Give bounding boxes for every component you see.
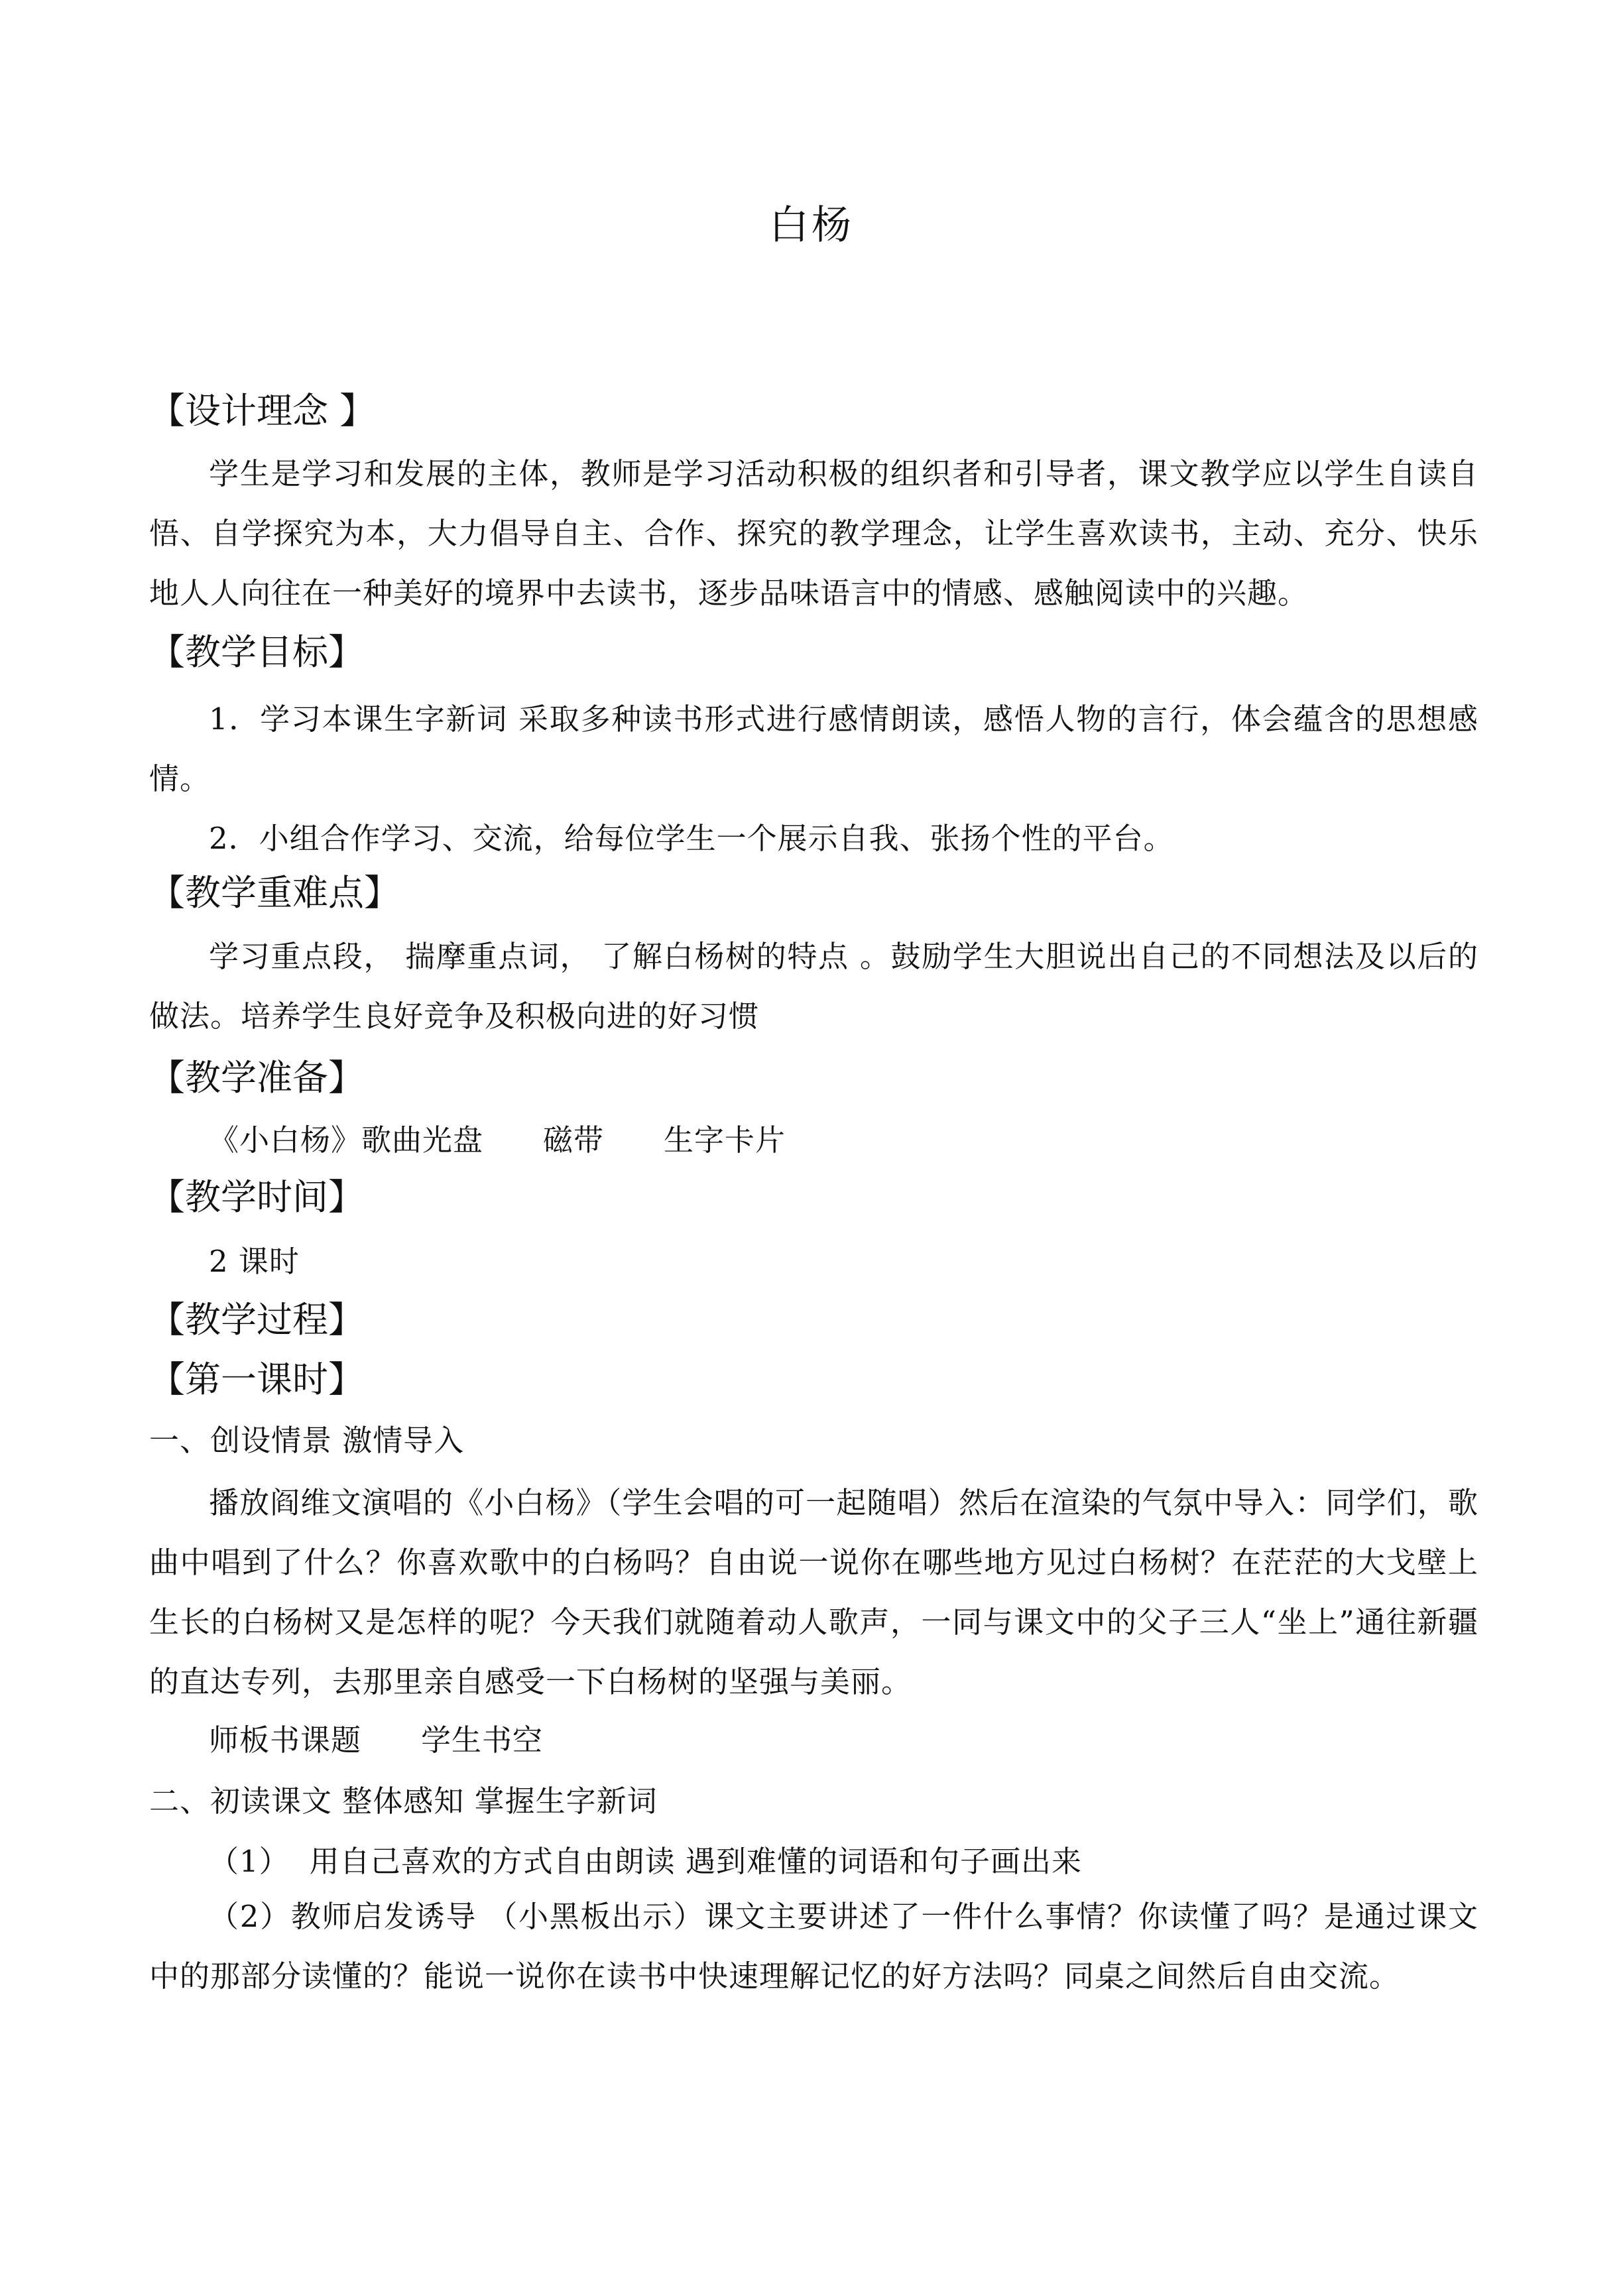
teaching-goal-1: 1．学习本课生字新词 采取多种读书形式进行感情朗读，感悟人物的言行，体会蕴含的思想感情。: [149, 701, 1478, 796]
board-writing-line: [209, 1721, 543, 1760]
heading-preparation: 【教学准备】: [149, 1057, 364, 1099]
step2-item-1-text: 用自己喜欢的方式自由朗读 遇到难懂的词语和句子画出来: [309, 1844, 1082, 1879]
step1-title: 一、创设情景 激情导入: [149, 1423, 465, 1458]
step2-title: 二、初读课文 整体感知 掌握生字新词: [149, 1783, 658, 1819]
heading-first-lesson: 【第一课时】: [149, 1359, 364, 1400]
preparation-list: [209, 1120, 786, 1160]
board-student: 学生书空: [421, 1722, 544, 1758]
step2-item-1-number: （1）: [209, 1844, 290, 1879]
heading-teaching-process: 【教学过程】: [149, 1299, 364, 1341]
heading-teaching-time: 【教学时间】: [149, 1176, 364, 1218]
step2-item-1: [209, 1842, 1082, 1882]
preparation-item-cd: 《小白杨》歌曲光盘: [209, 1122, 484, 1158]
board-teacher: 师板书课题: [209, 1722, 362, 1758]
step1-text: 播放阎维文演唱的《小白杨》（学生会唱的可一起随唱）然后在渲染的气氛中导入：同学们，歌曲中唱到了什么？你喜欢歌中的白杨吗？自由说一说你在哪些地方见过白杨树？在茫茫的大戈壁上生长的白杨树又是怎样的呢？今天我们就随着动人歌声，一同与课文中的父子三人“坐上”通往新疆的直达专列，去那里亲自感受一下白杨树的坚强与美丽。: [149, 1485, 1478, 1699]
preparation-item-tape: 磁带: [543, 1122, 605, 1158]
heading-teaching-goals: 【教学目标】: [149, 631, 364, 673]
teaching-goal-2: 2．小组合作学习、交流，给每位学生一个展示自我、张扬个性的平台。: [209, 821, 1174, 856]
design-concept-text: 学生是学习和发展的主体，教师是学习活动积极的组织者和引导者，课文教学应以学生自读自悟、自学探究为本，大力倡导自主、合作、探究的教学理念，让学生喜欢读书，主动、充分、快乐地人人向往在一种美好的境界中去读书，逐步品味语言中的情感、感触阅读中的兴趣。: [149, 456, 1478, 611]
teaching-time-text: 2 课时: [209, 1244, 300, 1279]
preparation-item-cards: 生字卡片: [664, 1122, 786, 1158]
key-points-text: 学习重点段， 揣摩重点词， 了解白杨树的特点 。鼓励学生大胆说出自己的不同想法及以后的做法。培养学生良好竞争及积极向进的好习惯: [149, 939, 1478, 1034]
heading-key-points: 【教学重难点】: [149, 872, 400, 914]
heading-design-concept: 【设计理念 】: [149, 390, 376, 432]
document-title: 白杨: [769, 202, 854, 249]
step2-item-2: （2）教师启发诱导 （小黑板出示）课文主要讲述了一件什么事情？你读懂了吗？是通过课文中的那部分读懂的？能说一说你在读书中快速理解记忆的好方法吗？同桌之间然后自由交流。: [149, 1899, 1478, 1994]
